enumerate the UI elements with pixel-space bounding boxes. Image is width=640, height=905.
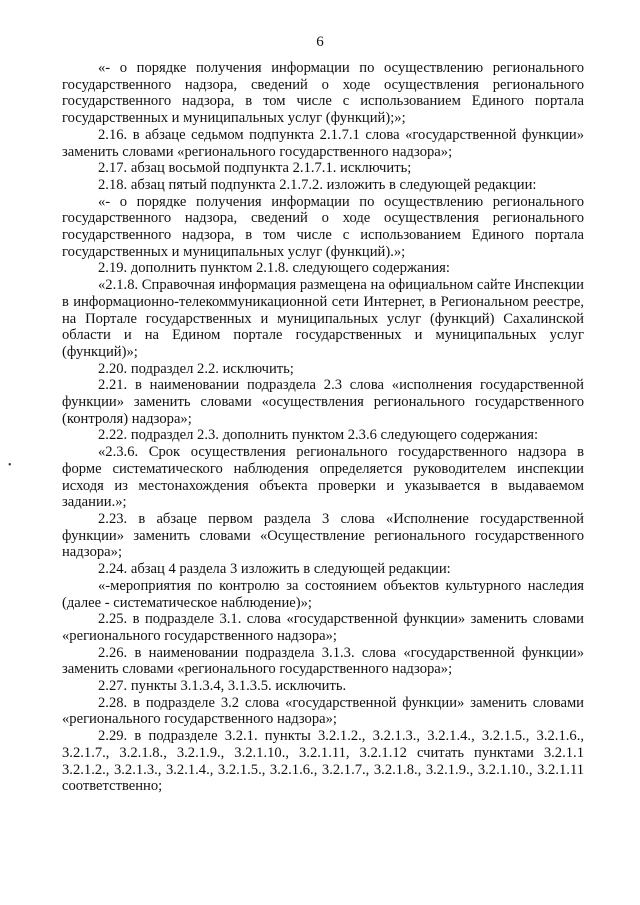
- paragraph-2-18: 2.18. абзац пятый подпункта 2.1.7.2. изложить в следующей редакции:: [98, 176, 537, 193]
- paragraph-2-19: 2.19. дополнить пунктом 2.1.8. следующего содержания:: [98, 260, 450, 277]
- paragraph-2-29: 2.29. в подразделе 3.2.1. пункты 3.2.1.2., 3.2.1.3., 3.2.1.4., 3.2.1.5., 3.2.1.6., 3.2.1.7., 3.2.1.8., 3.2.1.9., 3.2.1.10., 3.2.1.11, 3.2.1.12 считать пунктами 3.2.1.1 3.2.1.2., 3.2.1.3., 3.2.1.4., 3.2.1.5., 3.2.1.6., 3.2.1.7., 3.2.1.8., 3.2.1.9., 3.2.1.10., 3.2.1.11 соответственно;: [62, 728, 584, 795]
- paragraph-2-22: 2.22. подраздел 2.3. дополнить пунктом 2.3.6 следующего содержания:: [98, 427, 539, 444]
- paragraph-quote-2-3-6: «2.3.6. Срок осуществления регионального государственного надзора в форме систематического наблюдения определяется руководителем инспекции исходя из местонахождения объекта проверки и указывается в выдаваемом задании.»;: [62, 444, 584, 511]
- paragraph-quote-info-order-2: «- о порядке получения информации по осуществлению регионального государственного надзора, сведений о ходе осуществления регионального государственного надзора, в том числе с использованием Единого портала государственных и муниципальных услуг (функций).»;: [62, 193, 584, 260]
- paragraph-quote-measures: «-мероприятия по контролю за состоянием объектов культурного наследия (далее - систематическое наблюдение)»;: [62, 577, 584, 611]
- paragraph-2-20: 2.20. подраздел 2.2. исключить;: [98, 360, 294, 377]
- paragraph-quote-info-order-1: «- о порядке получения информации по осуществлению регионального государственного надзора, сведений о ходе осуществления регионального государственного надзора, в том числе с использованием Единого портала государственных и муниципальных услуг (функций);»;: [62, 60, 584, 127]
- paragraph-2-24: 2.24. абзац 4 раздела 3 изложить в следующей редакции:: [98, 561, 451, 578]
- paragraph-2-25: 2.25. в подразделе 3.1. слова «государственной функции» заменить словами «регионального государственного надзора»;: [62, 611, 584, 644]
- document-body: [62, 60, 584, 795]
- paragraph-2-26: 2.26. в наименовании подраздела 3.1.3. слова «государственной функции» заменить словами «регионального государственного надзора»;: [62, 644, 584, 678]
- paragraph-2-27: 2.27. пункты 3.1.3.4, 3.1.3.5. исключить.: [98, 678, 347, 695]
- paragraph-2-16: 2.16. в абзаце седьмом подпункта 2.1.7.1 слова «государственной функции» заменить словами «регионального государственного надзора»;: [62, 126, 584, 160]
- page-number: 6: [316, 34, 324, 50]
- paragraph-2-17: 2.17. абзац восьмой подпункта 2.1.7.1. исключить;: [98, 160, 412, 177]
- paragraph-2-23: 2.23. в абзаце первом раздела 3 слова «Исполнение государственной функции» заменить словами «Осуществление регионального государственного надзора»;: [62, 510, 584, 561]
- paragraph-2-28: 2.28. в подразделе 3.2 слова «государственной функции» заменить словами «регионального государственного надзора»;: [62, 694, 584, 728]
- scan-speck: •: [8, 460, 12, 471]
- paragraph-2-21: 2.21. в наименовании подраздела 2.3 слова «исполнения государственной функции» заменить словами «осуществления регионального государственного (контроля) надзора»;: [62, 377, 584, 427]
- paragraph-quote-2-1-8: «2.1.8. Справочная информация размещена на официальном сайте Инспекции в информационно-телекоммуникационной сети Интернет, в Региональном реестре, на Портале государственных и муниципальных услуг (функций) Сахалинской области и на Едином портале государственных и муниципальных услуг (функций)»;: [62, 277, 584, 360]
